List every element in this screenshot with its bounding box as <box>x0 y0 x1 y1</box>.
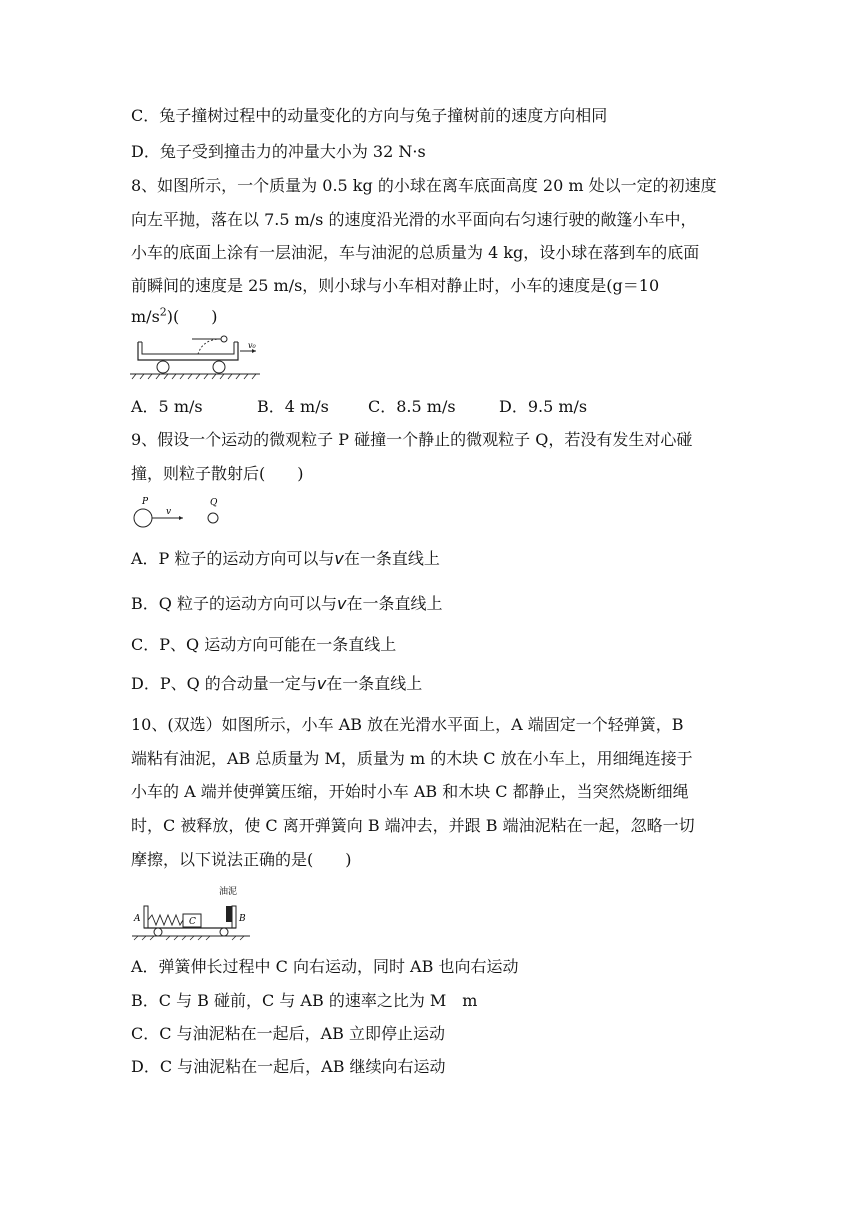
q9-particles-figure <box>128 494 238 530</box>
q8-text-line-2: 向左平抛，落在以 7.5 m/s 的速度沿光滑的水平面向右匀速行驶的敞篷小车中， <box>131 210 697 229</box>
q10-spring-cart-figure <box>128 882 268 942</box>
q9-option-a: A．P 粒子的运动方向可以与v在一条直线上 <box>131 549 440 568</box>
q7-option-d: D．兔子受到撞击力的冲量大小为 32 N·s <box>131 142 426 161</box>
q10-option-c: C．C 与油泥粘在一起后，AB 立即停止运动 <box>131 1024 445 1043</box>
q10-text-line-2: 端粘有油泥，AB 总质量为 M，质量为 m 的木块 C 放在小车上，用细绳连接于 <box>131 749 693 768</box>
q9-option-c: C．P、Q 运动方向可能在一条直线上 <box>131 635 397 654</box>
q8-text-line-5: $m/s^2$)( ) <box>131 305 218 326</box>
q10-text-line-3: 小车的 A 端并使弹簧压缩，开始时小车 AB 和木块 C 都静止，当突然烧断细绳 <box>131 782 689 801</box>
q10-c-label: C <box>189 917 196 927</box>
q9-option-b: B．Q 粒子的运动方向可以与v在一条直线上 <box>131 594 443 613</box>
q8-option-a: A．5 m/s <box>131 397 203 416</box>
q8-option-c: C．8.5 m/s <box>368 397 456 416</box>
q8-cart-figure <box>128 334 268 386</box>
q10-b-label: B <box>239 914 246 924</box>
q10-ground-hatching <box>134 936 244 940</box>
q10-putty-label: 油泥 <box>219 887 238 897</box>
q9-q-label: Q <box>210 498 218 508</box>
q9-text-line-2: 撞，则粒子散射后( ) <box>131 464 304 483</box>
q8-text-line-1: 8、如图所示，一个质量为 0.5 kg 的小球在离车底面高度 20 m 处以一定的初速度 <box>131 176 717 195</box>
q9-option-d: D．P、Q 的合动量一定与v在一条直线上 <box>131 674 423 693</box>
q8-text-line-3: 小车的底面上涂有一层油泥，车与油泥的总质量为 4 kg，设小球在落到车的底面 <box>131 243 700 262</box>
q8-options <box>131 397 731 417</box>
q8-option-d: D．9.5 m/s <box>499 397 588 416</box>
q7-option-c: C．兔子撞树过程中的动量变化的方向与兔子撞树前的速度方向相同 <box>131 106 608 125</box>
q10-text-line-4: 时，C 被释放，使 C 离开弹簧向 B 端冲去，并跟 B 端油泥粘在一起，忽略一切 <box>131 816 695 835</box>
q10-a-label: A <box>134 914 141 924</box>
q8-option-b: B．4 m/s <box>257 397 329 416</box>
q9-v-label: v <box>166 507 172 517</box>
q10-option-a: A．弹簧伸长过程中 C 向右运动，同时 AB 也向右运动 <box>131 957 519 976</box>
q9-p-label: P <box>142 497 149 507</box>
q9-text-line-1: 9、假设一个运动的微观粒子 P 碰撞一个静止的微观粒子 Q，若没有发生对心碰 <box>131 430 693 449</box>
q10-option-b: B．C 与 B 碰前，C 与 AB 的速率之比为 M m <box>131 991 478 1010</box>
q10-text-line-5: 摩擦，以下说法正确的是( ) <box>131 850 352 869</box>
q10-option-d: D．C 与油泥粘在一起后，AB 继续向右运动 <box>131 1057 446 1076</box>
q10-text-line-1: 10、(双选）如图所示，小车 AB 放在光滑水平面上，A 端固定一个轻弹簧，B <box>131 715 684 734</box>
q8-text-line-4: 前瞬间的速度是 25 m/s，则小球与小车相对静止时，小车的速度是(g＝10 <box>131 276 660 295</box>
q8-ground-hatching <box>132 374 256 379</box>
q8-velocity-label: v₀ <box>248 341 256 350</box>
